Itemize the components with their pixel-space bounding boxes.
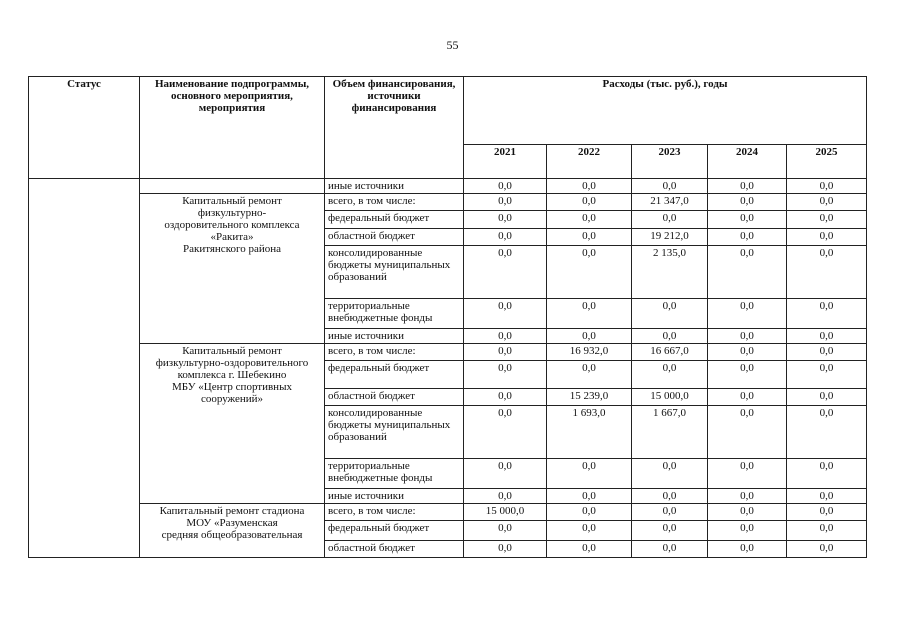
value-cell: 0,0 bbox=[708, 329, 787, 344]
source-cell: федеральный бюджет bbox=[325, 361, 464, 389]
value-cell: 0,0 bbox=[787, 504, 867, 521]
value-cell: 0,0 bbox=[787, 179, 867, 194]
value-cell: 0,0 bbox=[787, 521, 867, 541]
value-cell: 0,0 bbox=[464, 211, 547, 229]
value-cell: 0,0 bbox=[632, 504, 708, 521]
value-cell: 2 135,0 bbox=[632, 246, 708, 299]
value-cell: 21 347,0 bbox=[632, 194, 708, 211]
table-row bbox=[29, 504, 867, 521]
value-cell: 0,0 bbox=[464, 521, 547, 541]
value-cell: 19 212,0 bbox=[632, 229, 708, 246]
value-cell: 0,0 bbox=[464, 541, 547, 558]
value-cell: 0,0 bbox=[787, 541, 867, 558]
value-cell: 0,0 bbox=[787, 246, 867, 299]
value-cell: 0,0 bbox=[632, 299, 708, 329]
source-cell: федеральный бюджет bbox=[325, 521, 464, 541]
source-cell: федеральный бюджет bbox=[325, 211, 464, 229]
value-cell: 0,0 bbox=[708, 344, 787, 361]
value-cell: 0,0 bbox=[632, 541, 708, 558]
value-cell: 1 667,0 bbox=[632, 406, 708, 459]
header-status: Статус bbox=[29, 77, 140, 179]
value-cell: 0,0 bbox=[787, 329, 867, 344]
value-cell: 0,0 bbox=[547, 329, 632, 344]
measure-name bbox=[140, 194, 325, 344]
value-cell: 0,0 bbox=[708, 246, 787, 299]
value-cell: 0,0 bbox=[547, 229, 632, 246]
measure-name-line: МБУ «Центр спортивных bbox=[172, 381, 292, 393]
value-cell: 15 000,0 bbox=[464, 504, 547, 521]
value-cell: 15 000,0 bbox=[632, 389, 708, 406]
source-cell: областной бюджет bbox=[325, 229, 464, 246]
measure-name-line: комплекса г. Шебекино bbox=[177, 369, 287, 381]
value-cell: 0,0 bbox=[547, 541, 632, 558]
value-cell: 0,0 bbox=[547, 459, 632, 489]
header-name: Наименование подпрограммы, основного мероприятия, мероприятия bbox=[140, 77, 325, 179]
value-cell: 0,0 bbox=[632, 489, 708, 504]
value-cell: 0,0 bbox=[464, 229, 547, 246]
source-cell: иные источники bbox=[325, 489, 464, 504]
measure-name-line: МОУ «Разуменская bbox=[186, 517, 278, 529]
value-cell: 0,0 bbox=[464, 344, 547, 361]
measure-name-line: сооружений» bbox=[200, 393, 264, 405]
value-cell: 0,0 bbox=[464, 361, 547, 389]
value-cell: 0,0 bbox=[708, 489, 787, 504]
measure-name-line: Капитальный ремонт стадиона bbox=[159, 505, 305, 517]
measure-name-line: Капитальный ремонт bbox=[182, 195, 282, 207]
source-cell: иные источники bbox=[325, 179, 464, 194]
value-cell: 0,0 bbox=[464, 389, 547, 406]
measure-name-line: Капитальный ремонт bbox=[182, 345, 282, 357]
table-row bbox=[29, 344, 867, 361]
header-volume: Объем финансирования, источники финансирования bbox=[325, 77, 464, 179]
value-cell: 0,0 bbox=[464, 459, 547, 489]
value-cell: 0,0 bbox=[787, 489, 867, 504]
value-cell: 0,0 bbox=[708, 521, 787, 541]
value-cell: 0,0 bbox=[708, 389, 787, 406]
value-cell: 0,0 bbox=[787, 361, 867, 389]
value-cell: 0,0 bbox=[708, 504, 787, 521]
value-cell: 0,0 bbox=[708, 229, 787, 246]
source-cell: консолидированные бюджеты муниципальных образований bbox=[325, 406, 464, 459]
value-cell: 0,0 bbox=[787, 211, 867, 229]
header-year: 2023 bbox=[632, 145, 708, 179]
value-cell: 0,0 bbox=[547, 179, 632, 194]
value-cell: 0,0 bbox=[787, 406, 867, 459]
value-cell: 0,0 bbox=[464, 489, 547, 504]
source-cell: областной бюджет bbox=[325, 541, 464, 558]
value-cell: 0,0 bbox=[464, 179, 547, 194]
source-cell: областной бюджет bbox=[325, 389, 464, 406]
table-row bbox=[29, 194, 867, 211]
value-cell: 0,0 bbox=[632, 329, 708, 344]
measure-name bbox=[140, 344, 325, 504]
value-cell: 0,0 bbox=[787, 389, 867, 406]
value-cell: 0,0 bbox=[547, 299, 632, 329]
measure-name-line: Ракитянского района bbox=[182, 243, 282, 255]
value-cell: 0,0 bbox=[547, 521, 632, 541]
value-cell: 1 693,0 bbox=[547, 406, 632, 459]
value-cell: 0,0 bbox=[464, 246, 547, 299]
value-cell: 16 667,0 bbox=[632, 344, 708, 361]
budget-table bbox=[28, 76, 867, 558]
source-cell: иные источники bbox=[325, 329, 464, 344]
header-year: 2024 bbox=[708, 145, 787, 179]
value-cell: 0,0 bbox=[787, 459, 867, 489]
measure-name-line: физкультурно-оздоровительного bbox=[155, 357, 309, 369]
table-body bbox=[29, 179, 867, 558]
measure-name-line: «Ракита» bbox=[210, 231, 254, 243]
value-cell: 16 932,0 bbox=[547, 344, 632, 361]
value-cell: 0,0 bbox=[708, 459, 787, 489]
value-cell: 0,0 bbox=[787, 299, 867, 329]
measure-name bbox=[140, 504, 325, 558]
value-cell: 0,0 bbox=[708, 179, 787, 194]
value-cell: 0,0 bbox=[708, 361, 787, 389]
name-cell bbox=[140, 179, 325, 194]
value-cell: 0,0 bbox=[632, 521, 708, 541]
value-cell: 0,0 bbox=[708, 299, 787, 329]
value-cell: 0,0 bbox=[708, 194, 787, 211]
value-cell: 0,0 bbox=[708, 211, 787, 229]
value-cell: 0,0 bbox=[708, 541, 787, 558]
source-cell: территориальные внебюджетные фонды bbox=[325, 459, 464, 489]
header-year: 2025 bbox=[787, 145, 867, 179]
value-cell: 0,0 bbox=[547, 361, 632, 389]
value-cell: 0,0 bbox=[547, 489, 632, 504]
value-cell: 0,0 bbox=[464, 329, 547, 344]
value-cell: 0,0 bbox=[547, 246, 632, 299]
header-expenses: Расходы (тыс. руб.), годы bbox=[464, 77, 867, 145]
measure-name-line: средняя общеобразовательная bbox=[161, 529, 303, 541]
source-cell: консолидированные бюджеты муниципальных образований bbox=[325, 246, 464, 299]
value-cell: 0,0 bbox=[632, 179, 708, 194]
source-cell: всего, в том числе: bbox=[325, 194, 464, 211]
value-cell: 0,0 bbox=[787, 229, 867, 246]
value-cell: 0,0 bbox=[464, 194, 547, 211]
value-cell: 0,0 bbox=[547, 504, 632, 521]
value-cell: 15 239,0 bbox=[547, 389, 632, 406]
source-cell: всего, в том числе: bbox=[325, 344, 464, 361]
value-cell: 0,0 bbox=[547, 211, 632, 229]
measure-name-line: физкультурно- bbox=[197, 207, 267, 219]
value-cell: 0,0 bbox=[464, 299, 547, 329]
source-cell: территориальные внебюджетные фонды bbox=[325, 299, 464, 329]
source-cell: всего, в том числе: bbox=[325, 504, 464, 521]
page-number: 55 bbox=[446, 38, 459, 52]
measure-name-line: оздоровительного комплекса bbox=[164, 219, 300, 231]
value-cell: 0,0 bbox=[632, 211, 708, 229]
value-cell: 0,0 bbox=[787, 194, 867, 211]
value-cell: 0,0 bbox=[547, 194, 632, 211]
header-year: 2021 bbox=[464, 145, 547, 179]
value-cell: 0,0 bbox=[632, 459, 708, 489]
value-cell: 0,0 bbox=[787, 344, 867, 361]
value-cell: 0,0 bbox=[464, 406, 547, 459]
value-cell: 0,0 bbox=[708, 406, 787, 459]
status-cell bbox=[29, 179, 140, 558]
value-cell: 0,0 bbox=[632, 361, 708, 389]
header-year: 2022 bbox=[547, 145, 632, 179]
